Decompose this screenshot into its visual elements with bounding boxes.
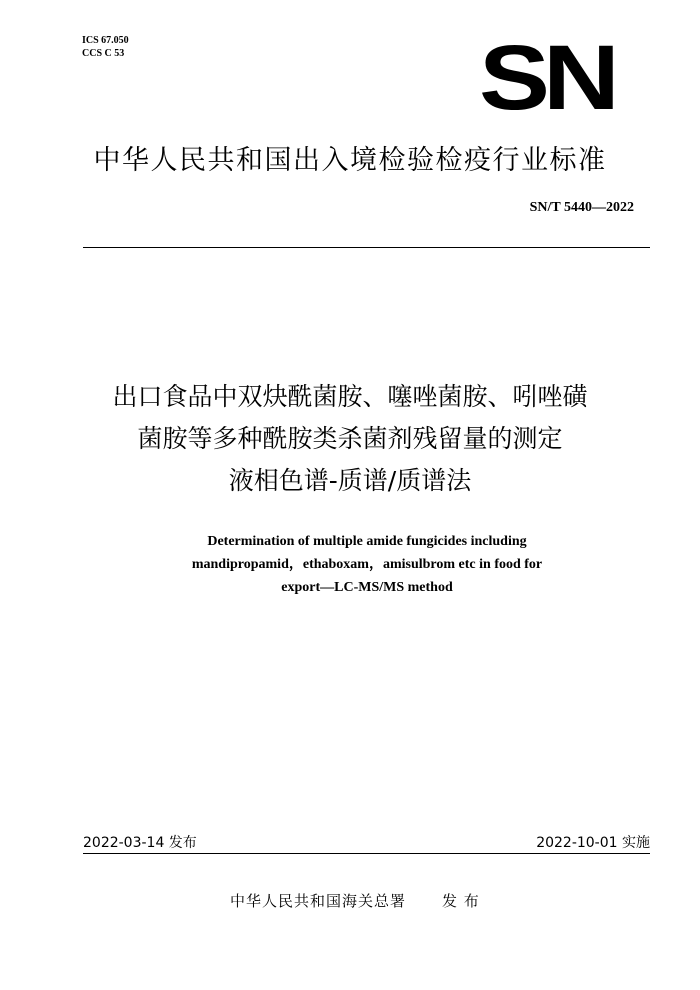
english-title-line-2: mandipropamid，ethaboxam，amisulbrom etc in food for: [191, 557, 543, 572]
standard-number: SN/T 5440—2022: [529, 200, 634, 215]
organization-title: 中华人民共和国出入境检验检疫行业标准: [93, 145, 607, 176]
implementation-date: 2022-10-01 实施: [536, 835, 650, 851]
classification-codes: [82, 34, 129, 60]
english-title-line-3: export—LC-MS/MS method: [281, 580, 453, 595]
ccs-code: CCS C 53: [82, 48, 125, 59]
issuing-authority: 中华人民共和国海关总署: [230, 892, 407, 910]
ics-code: ICS 67.050: [82, 35, 129, 46]
english-title: [0, 530, 700, 599]
chinese-title-line-1: 出口食品中双炔酰菌胺、噻唑菌胺、吲唑磺: [112, 382, 588, 411]
issue-word: 发 布: [442, 892, 480, 910]
chinese-title-line-2: 菌胺等多种酰胺类杀菌剂残留量的测定: [137, 424, 563, 453]
english-title-line-1: Determination of multiple amide fungicides including: [207, 534, 527, 549]
sn-logo: [478, 42, 614, 112]
header-divider: [83, 247, 650, 248]
issue-date: 2022-03-14 发布: [83, 835, 197, 851]
issuer-line: [230, 890, 480, 911]
chinese-title: [0, 376, 700, 502]
sn-logo-text: SN: [479, 42, 614, 112]
chinese-title-line-3: 液相色谱-质谱/质谱法: [228, 466, 472, 495]
footer-divider: [83, 853, 650, 854]
